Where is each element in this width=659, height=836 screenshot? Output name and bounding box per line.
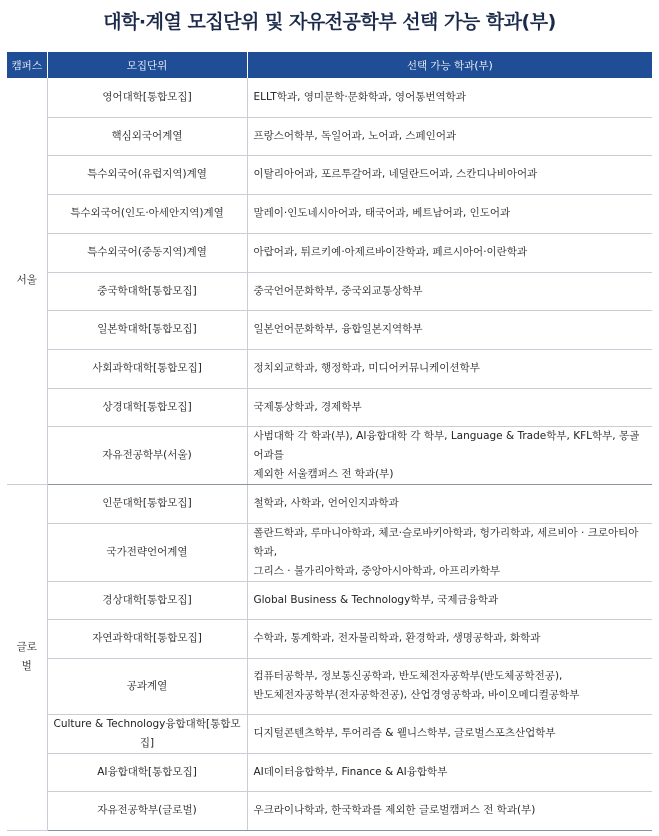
table-header-row — [7, 52, 652, 78]
majors-line: 프랑스어학부, 독일어과, 노어과, 스페인어과 — [253, 129, 457, 142]
unit-cell: 특수외국어(중동지역)계열 — [47, 233, 247, 272]
majors-line: 제외한 서울캠퍼스 전 학과(부) — [253, 467, 394, 480]
table-row — [7, 272, 652, 310]
table-row — [7, 155, 652, 194]
majors-cell — [247, 117, 652, 155]
majors-cell — [247, 272, 652, 310]
table-row — [7, 310, 652, 349]
table-row — [7, 78, 652, 117]
unit-cell: 상경대학[통합모집] — [47, 388, 247, 426]
majors-line: 그리스 · 불가리아학과, 중앙아시아학과, 아프리카학부 — [253, 564, 501, 577]
majors-cell — [247, 523, 652, 581]
majors-line: AI데이터융합학부, Finance & AI융합학부 — [253, 765, 448, 778]
unit-cell: 사회과학대학[통합모집] — [47, 349, 247, 388]
majors-cell — [247, 619, 652, 658]
majors-cell — [247, 349, 652, 388]
unit-cell: 인문대학[통합모집] — [47, 484, 247, 523]
table-body — [7, 78, 652, 830]
unit-cell: 영어대학[통합모집] — [47, 78, 247, 117]
table-row — [7, 233, 652, 272]
majors-cell — [247, 155, 652, 194]
majors-cell — [247, 658, 652, 714]
header-unit: 모집단위 — [47, 52, 247, 78]
table-row — [7, 581, 652, 619]
table-row — [7, 753, 652, 791]
table-row — [7, 523, 652, 581]
majors-cell — [247, 310, 652, 349]
majors-line: 폴란드학과, 루마니아학과, 체코·슬로바키아학과, 헝가리학과, 세르비아 · 크로아티아학과, — [253, 526, 639, 558]
unit-cell: 자유전공학부(글로벌) — [47, 791, 247, 830]
majors-line: 컴퓨터공학부, 정보통신공학과, 반도체전자공학부(반도체공학전공), — [253, 670, 563, 682]
header-campus: 캠퍼스 — [7, 52, 47, 78]
majors-line: 이탈리아어과, 포르투갈어과, 네덜란드어과, 스칸디나비아어과 — [253, 168, 538, 180]
majors-line: 중국언어문화학부, 중국외교통상학부 — [253, 284, 423, 297]
majors-line: 철학과, 사학과, 언어인지과학과 — [253, 497, 399, 509]
majors-cell — [247, 78, 652, 117]
unit-cell: 자유전공학부(서울) — [47, 426, 247, 484]
page-title: 대학·계열 모집단위 및 자유전공학부 선택 가능 학과(부) — [103, 11, 556, 33]
majors-line: Global Business & Technology학부, 국제금융학과 — [253, 593, 499, 606]
majors-line: 국제통상학과, 경제학부 — [253, 400, 362, 413]
majors-line: 반도체전자공학부(전자공학전공), 산업경영공학과, 바이오메디컬공학부 — [253, 689, 580, 701]
majors-cell — [247, 233, 652, 272]
majors-cell — [247, 714, 652, 753]
majors-line: 일본언어문화학부, 융합일본지역학부 — [253, 323, 423, 335]
majors-cell — [247, 753, 652, 791]
unit-cell: 공과계열 — [47, 658, 247, 714]
unit-cell: 국가전략언어계열 — [47, 523, 247, 581]
majors-cell — [247, 791, 652, 830]
unit-cell: 경상대학[통합모집] — [47, 581, 247, 619]
table-row — [7, 194, 652, 233]
majors-line: 아랍어과, 튀르키예·아제르바이잔학과, 페르시아어·이란학과 — [253, 246, 528, 258]
majors-line: 정치외교학과, 행정학과, 미디어커뮤니케이션학부 — [253, 362, 480, 374]
unit-cell: 자연과학대학[통합모집] — [47, 619, 247, 658]
unit-cell: 일본학대학[통합모집] — [47, 310, 247, 349]
table-row — [7, 619, 652, 658]
unit-cell: 중국학대학[통합모집] — [47, 272, 247, 310]
majors-line: 디지털콘텐츠학부, 투어리즘 & 웰니스학부, 글로벌스포츠산업학부 — [253, 727, 556, 739]
unit-cell: 특수외국어(유럽지역)계열 — [47, 155, 247, 194]
table-row — [7, 349, 652, 388]
table-row — [7, 791, 652, 830]
majors-line: 우크라이나학과, 한국학과를 제외한 글로벌캠퍼스 전 학과(부) — [253, 804, 536, 816]
table-row — [7, 388, 652, 426]
majors-line: 사범대학 각 학과(부), AI융합대학 각 학부, Language & Trade학부, KFL학부, 몽골어과를 — [253, 429, 640, 461]
table-row — [7, 117, 652, 155]
table-row — [7, 658, 652, 714]
majors-cell — [247, 426, 652, 484]
majors-line: 수학과, 통계학과, 전자물리학과, 환경학과, 생명공학과, 화학과 — [253, 632, 541, 644]
campus-cell: 서울 — [7, 78, 47, 484]
table-row — [7, 714, 652, 753]
majors-line: ELLT학과, 영미문학·문화학과, 영어통번역학과 — [253, 90, 466, 103]
majors-cell — [247, 484, 652, 523]
unit-cell: 핵심외국어계열 — [47, 117, 247, 155]
majors-cell — [247, 581, 652, 619]
unit-cell: 특수외국어(인도·아세안지역)계열 — [47, 194, 247, 233]
majors-cell — [247, 388, 652, 426]
unit-cell: AI융합대학[통합모집] — [47, 753, 247, 791]
unit-cell: Culture & Technology융합대학[통합모집] — [47, 714, 247, 753]
majors-line: 말레이·인도네시아어과, 태국어과, 베트남어과, 인도어과 — [253, 207, 511, 219]
majors-cell — [247, 194, 652, 233]
table-row — [7, 484, 652, 523]
table-row — [7, 426, 652, 484]
campus-cell: 글로벌 — [7, 484, 47, 830]
majors-table — [7, 52, 652, 831]
header-majors: 선택 가능 학과(부) — [247, 52, 652, 78]
